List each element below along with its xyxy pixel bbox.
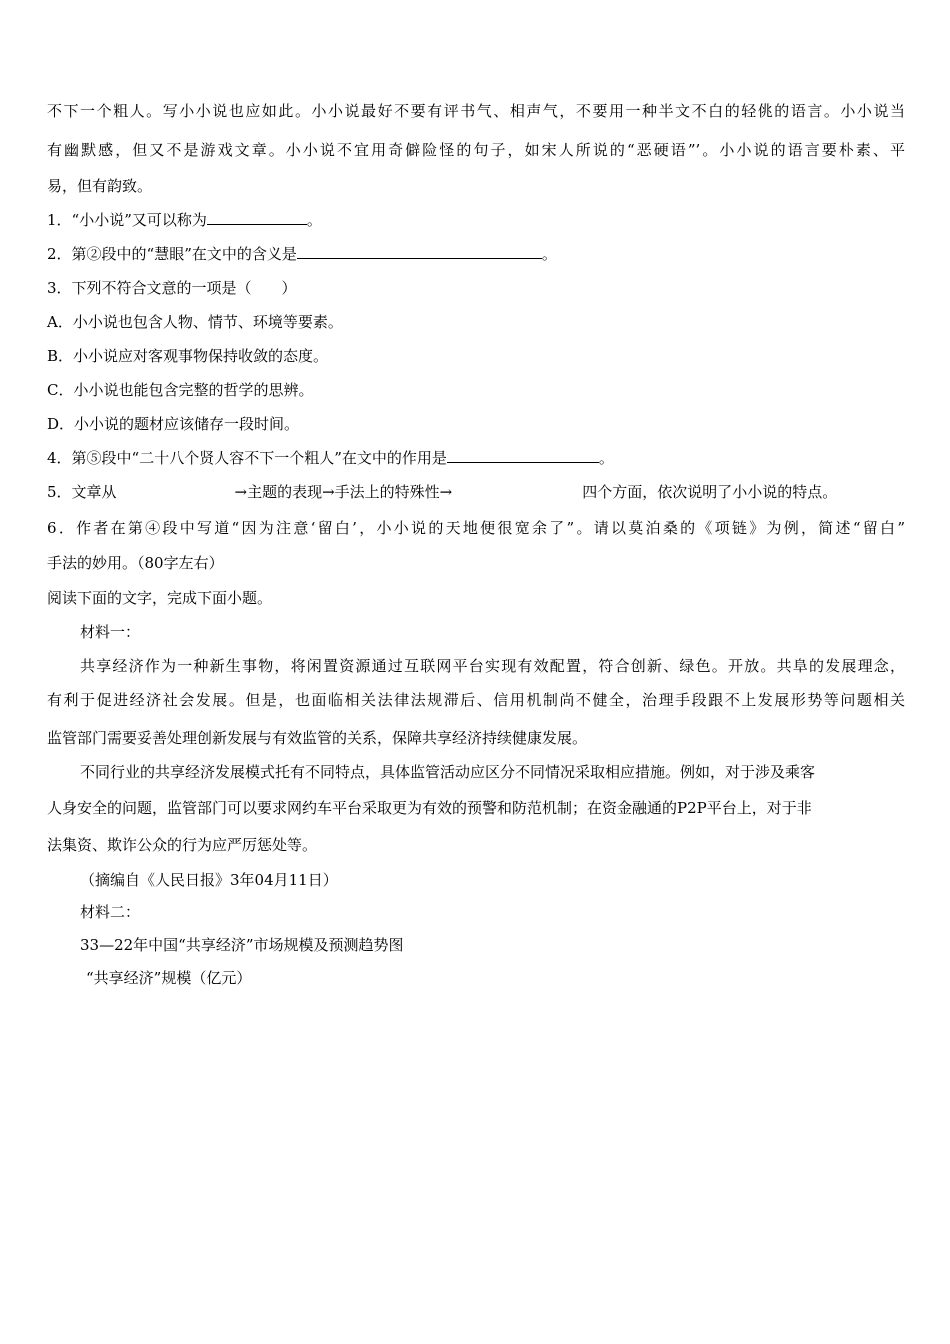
- question-6-line: 手法的妙用。（80字左右）: [47, 554, 224, 572]
- material-1-line: 人身安全的问题，监管部门可以要求网约车平台采取更为有效的预警和防范机制；在资金融通的P2P平台上，对于非: [47, 799, 812, 817]
- option-b: B．小小说应对客观事物保持收敛的态度。: [47, 347, 329, 365]
- chart-y-label: “共享经济”规模（亿元）: [86, 969, 252, 987]
- passage-line: 有幽默感，但又不是游戏文章。小小说不宜用奇僻险怪的句子，如宋人所说的“恶硬语”’。小小说的语言要朴素、平: [47, 141, 905, 159]
- material-1-line: 不同行业的共享经济发展模式托有不同特点，具体监管活动应区分不同情况采取相应措施。例如，对于涉及乘客: [80, 763, 816, 781]
- answer-blank[interactable]: [297, 244, 542, 259]
- question-3-stem: 3．下列不符合文意的一项是（ ）: [47, 279, 297, 297]
- material-1-line: 法集资、欺诈公众的行为应严厉惩处等。: [47, 836, 318, 854]
- question-2: [47, 244, 557, 264]
- reading-instruction: 阅读下面的文字，完成下面小题。: [47, 589, 273, 607]
- question-text: 。: [598, 449, 614, 467]
- question-text: 2．第②段中的“慧眼”在文中的含义是: [47, 245, 297, 263]
- question-text: 。: [306, 211, 322, 229]
- material-1-line: 监管部门需要妥善处理创新发展与有效监管的关系，保障共享经济持续健康发展。: [47, 729, 588, 747]
- question-text: 1．“小小说”又可以称为: [47, 211, 207, 229]
- material-1-source: （摘编自《人民日报》3年04月11日）: [80, 871, 338, 889]
- option-d: D．小小说的题材应该储存一段时间。: [47, 415, 300, 433]
- answer-blank[interactable]: [207, 210, 307, 225]
- option-c: C．小小说也能包含完整的哲学的思辨。: [47, 381, 314, 399]
- material-2-label: 材料二：: [80, 903, 141, 921]
- passage-line: 不下一个粗人。写小小说也应如此。小小说最好不要有评书气、相声气，不要用一种半文不白的轻佻的语言。小小说当: [47, 102, 905, 120]
- question-text: 。: [541, 245, 557, 263]
- question-text: →主题的表现→手法上的特殊性→: [234, 483, 453, 501]
- answer-blank[interactable]: [447, 448, 599, 463]
- question-1: [47, 210, 322, 230]
- chart-title: 33—22年中国“共享经济”市场规模及预测趋势图: [80, 936, 404, 954]
- question-5: [47, 482, 837, 502]
- option-a: A．小小说也包含人物、情节、环境等要素。: [47, 313, 343, 331]
- material-1-label: 材料一：: [80, 623, 141, 641]
- question-4: [47, 448, 614, 468]
- question-text: 5．文章从: [47, 483, 117, 501]
- question-6-line: 6．作者在第④段中写道“因为注意‘留白’，小小说的天地便很宽余了”。请以莫泊桑的《项链》为例，简述“留白”: [47, 519, 905, 537]
- question-text: 四个方面，依次说明了小小说的特点。: [582, 483, 838, 501]
- question-text: 4．第⑤段中“二十八个贤人容不下一个粗人”在文中的作用是: [47, 449, 447, 467]
- material-1-line: 共享经济作为一种新生事物，将闲置资源通过互联网平台实现有效配置，符合创新、绿色。开放。共阜的发展理念，: [80, 657, 905, 675]
- material-1-line: 有利于促进经济社会发展。但是，也面临相关法律法规滞后、信用机制尚不健全，治理手段跟不上发展形势等问题相关: [47, 691, 905, 709]
- passage-line: 易，但有韵致。: [47, 177, 153, 195]
